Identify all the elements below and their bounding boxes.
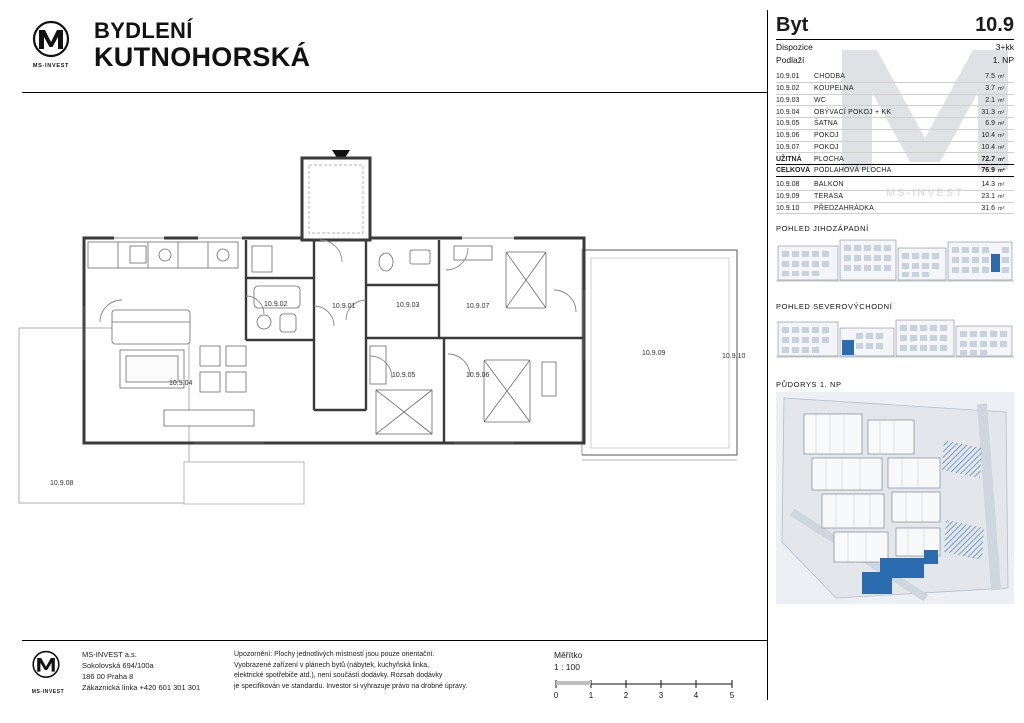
sheet-footer: [22, 650, 767, 700]
room-code: 10.9.06: [776, 132, 800, 140]
table-row: [776, 95, 1014, 107]
room-code: 10.9.08: [776, 181, 800, 189]
scale-tick-3: 3: [658, 691, 664, 700]
room-unit: m²: [998, 74, 1005, 81]
spec-key: Dispozice: [776, 41, 813, 52]
room-code: 10.9.09: [776, 193, 800, 200]
room-area: 23.1: [981, 193, 995, 200]
room-area: 2.1: [985, 96, 995, 104]
room-unit: m²: [998, 194, 1005, 200]
room-area: 31.6: [981, 204, 995, 212]
table-row: [776, 130, 1014, 142]
footer-logo-caption: MS-INVEST: [31, 689, 65, 695]
spec-value: 1. NP: [992, 54, 1014, 65]
room-code: 10.9.04: [776, 108, 800, 116]
room-area: 10.4: [981, 132, 995, 140]
plan-label-10-9-01: 10.9.01: [332, 303, 356, 310]
room-name: TERASA: [814, 193, 844, 200]
room-code: 10.9.01: [776, 73, 800, 81]
total-label: CELKOVÁ: [776, 167, 811, 175]
table-row: [776, 71, 1014, 83]
scale-bar: [554, 678, 734, 700]
room-unit: m²: [998, 182, 1005, 189]
scale-tick-1: 1: [588, 691, 594, 700]
plan-label-10-9-03: 10.9.03: [396, 302, 420, 309]
company-city: 186 00 Praha 8: [82, 671, 134, 681]
table-row: [776, 142, 1014, 154]
panel-divider: [767, 10, 768, 700]
room-code: 10.9.03: [776, 96, 800, 104]
room-name: CHODBA: [814, 73, 846, 81]
room-unit: m²: [998, 97, 1005, 104]
room-area: 3.7: [985, 84, 995, 92]
room-area: 10.4: [981, 143, 995, 151]
company-street: Sokolovská 694/100a: [82, 660, 154, 670]
room-unit: m²: [998, 85, 1005, 92]
spec-value: 3+kk: [995, 41, 1014, 52]
scale-value: 1 : 100: [554, 662, 580, 672]
table-row: [776, 179, 1014, 191]
room-name: KOUPELNA: [814, 84, 854, 92]
room-name: POKOJ: [814, 143, 839, 151]
company-name: MS-INVEST a.s.: [82, 650, 137, 659]
room-area: 31.3: [981, 108, 995, 116]
table-row: [776, 191, 1014, 203]
room-code: 10.9.10: [776, 204, 800, 212]
plan-label-10-9-09: 10.9.09: [642, 350, 666, 357]
site-plan-1np: [776, 392, 1014, 604]
room-name: POKOJ: [814, 132, 839, 140]
total-name: PLOCHA: [814, 155, 844, 163]
note-line4: je specifikován ve standardu. Investor si vyhrazuje právo na drobné úpravy.: [234, 682, 468, 690]
room-unit: m²: [998, 109, 1005, 116]
unit-label: Byt: [776, 14, 809, 36]
brand-title-line1: BYDLENÍ: [94, 17, 193, 43]
spec-row-dispozice: [776, 40, 1014, 53]
scale-title: Měřítko: [554, 650, 583, 660]
room-code: 10.9.02: [776, 84, 800, 92]
company-phone: Zákaznická linka +420 601 301 301: [82, 682, 201, 692]
spec-key: Podlaží: [776, 54, 805, 65]
note-title: Upozornění:: [234, 651, 273, 658]
plan-label-10-9-08: 10.9.08: [50, 480, 74, 487]
unit-info-panel: [776, 14, 1014, 604]
scale-tick-5: 5: [729, 691, 734, 700]
room-area: 7.5: [985, 73, 995, 81]
room-name: ŠATNA: [814, 120, 838, 128]
room-table: [776, 71, 1014, 214]
brand-title-line2: KUTNOHORSKÁ: [94, 41, 311, 72]
plan-label-10-9-05: 10.9.05: [392, 372, 416, 379]
room-unit: m²: [998, 205, 1005, 212]
disclaimer-note: [234, 650, 524, 692]
brand-title: [94, 19, 310, 71]
scale-tick-0: 0: [554, 691, 559, 700]
unit-header: [776, 14, 1014, 40]
watermark-caption: MS-INVEST: [886, 187, 964, 199]
room-unit: m²: [998, 133, 1005, 140]
total-name: PODLAHOVÁ PLOCHA: [814, 167, 892, 175]
floor-plan: [14, 110, 762, 630]
plan-label-10-9-02: 10.9.02: [264, 301, 288, 308]
total-area: 72.7: [981, 155, 995, 163]
table-row: [776, 83, 1014, 95]
footer-divider: [22, 640, 767, 641]
table-row-total-floor: [776, 165, 1014, 177]
logo-caption: MS-INVEST: [32, 63, 70, 69]
table-row: [776, 106, 1014, 118]
header-divider: [22, 92, 767, 93]
plan-label-10-9-06: 10.9.06: [466, 372, 490, 379]
note-line3: elektrické spotřebiče atd.), není součástí dodávky. Rozsah dodávky: [234, 672, 443, 679]
total-area: 76.9: [981, 167, 995, 175]
total-unit: m²: [998, 156, 1005, 163]
elevation-northeast: [776, 314, 1014, 370]
footer-logo-icon: [22, 650, 74, 695]
room-name: OBÝVACÍ POKOJ + KK: [814, 108, 892, 116]
total-label: UŽITNÁ: [776, 155, 802, 163]
room-code: 10.9.07: [776, 143, 800, 151]
note-line2: Vyobrazené zařízení v plánech bytů (nábytek, kuchyňská linka,: [234, 661, 430, 669]
spec-row-podlazi: [776, 53, 1014, 66]
view-title-southwest: POHLED JIHOZÁPADNÍ: [776, 224, 869, 234]
view-title-northeast: POHLED SEVEROVÝCHODNÍ: [776, 302, 893, 312]
table-row-total-usable: [776, 153, 1014, 165]
scale-tick-4: 4: [693, 691, 699, 700]
room-name: PŘEDZAHRÁDKA: [814, 204, 874, 212]
total-unit: m²: [998, 168, 1005, 175]
table-row: [776, 118, 1014, 130]
room-unit: m²: [998, 144, 1005, 151]
room-area: 6.9: [985, 120, 995, 128]
scale-block: [554, 650, 744, 700]
plan-label-10-9-07: 10.9.07: [466, 303, 490, 310]
room-area: 14.3: [981, 181, 995, 189]
view-title-siteplan: PŮDORYS 1. NP: [776, 380, 842, 390]
ms-invest-logo-icon: [22, 16, 80, 74]
elevation-southwest: [776, 236, 1014, 292]
brand-header: [22, 16, 310, 74]
plan-label-10-9-04: 10.9.04: [169, 380, 193, 387]
room-code: 10.9.05: [776, 120, 800, 128]
room-unit: m²: [998, 121, 1005, 128]
note-line1: Plochy jednotlivých místností jsou pouze orientační.: [274, 651, 435, 658]
table-row: [776, 203, 1014, 215]
scale-tick-2: 2: [623, 691, 629, 700]
company-address: [82, 650, 232, 694]
unit-number: 10.9: [975, 14, 1014, 36]
room-name: WC: [814, 96, 827, 104]
room-name: BALKON: [814, 181, 844, 189]
plan-label-10-9-10: 10.9.10: [722, 353, 746, 360]
